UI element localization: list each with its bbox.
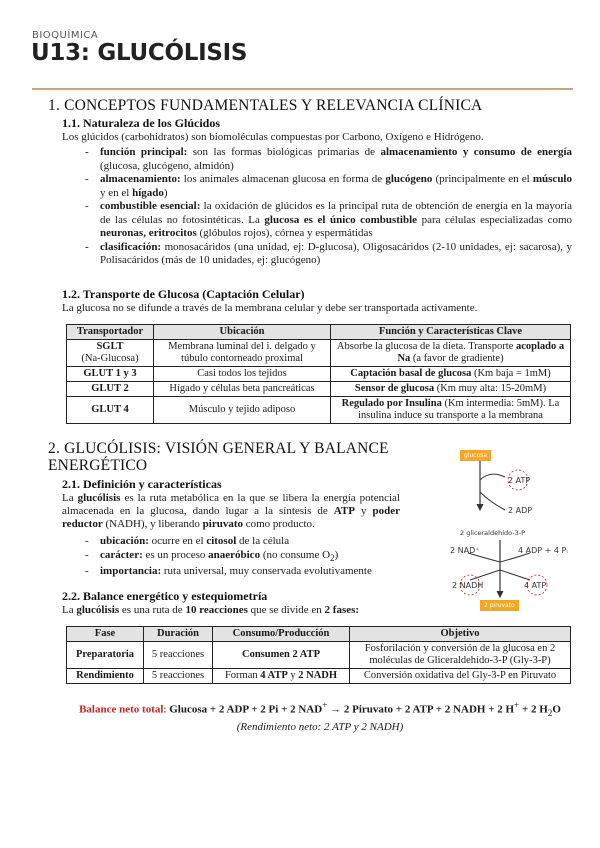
glucolisis-list: [82, 535, 412, 579]
table-row: [67, 669, 571, 684]
table-row: [67, 382, 571, 397]
table-cell: 5 reacciones: [144, 669, 213, 684]
table-header: Función y Características Clave: [331, 325, 571, 340]
page-title: U13: GLUCÓLISIS: [31, 40, 248, 66]
table-cell: Rendimiento: [67, 669, 144, 684]
table-header: Fase: [67, 627, 144, 642]
table-cell: 5 reacciones: [144, 642, 213, 669]
phase-table: [66, 626, 571, 684]
table-cell: Regulado por Insulina (Km intermedia: 5mM). La insulina induce su transporte a la membrana: [331, 397, 571, 424]
atp-out-label: 4 ATP: [524, 581, 547, 590]
transport-table: [66, 324, 571, 424]
section-2-2-title: 2.2. Balance energético y estequiometría: [62, 589, 268, 603]
table-row: [67, 340, 571, 367]
list-item: - almacenamiento: los animales almacenan glucosa en forma de glucógeno (principalmente en el músculo y en el hígado): [82, 173, 572, 200]
list-item: - carácter: es un proceso anaeróbico (no consume $O_2$): [82, 549, 412, 566]
balance-label: Balance neto total: [79, 703, 164, 716]
glucidos-list: [82, 146, 572, 268]
table-row: [67, 367, 571, 382]
table-cell: SGLT (Na-Glucosa): [67, 340, 154, 367]
table-header-row: [67, 627, 571, 642]
table-header: Duración: [144, 627, 213, 642]
table-cell: GLUT 2: [67, 382, 154, 397]
pyruvate-box: 2 piruvato: [480, 600, 519, 611]
table-cell: Fosforilación y conversión de la glucosa en 2 moléculas de Gliceraldehído-3-P (Gly-3-P): [350, 642, 571, 669]
glucose-box: glucosa: [460, 450, 491, 461]
glycolysis-diagram: [430, 440, 575, 620]
table-row: [67, 397, 571, 424]
list-item: - combustible esencial: la oxidación de glúcidos es la principal ruta de obtención de energía en la mayoría de las células no fotosintéticas. La glucosa es el único combustible para células especializadas como neuronas, eritrocitos (glóbulos rojos), córnea y espermátidas: [82, 200, 572, 241]
table-cell: Conversión oxidativa del Gly-3-P en Piruvato: [350, 669, 571, 684]
section-1-2-title: 1.2. Transporte de Glucosa (Captación Celular): [62, 287, 305, 301]
table-cell: Forman 4 ATP y 2 NADH: [213, 669, 350, 684]
table-cell: Casi todos los tejidos: [154, 367, 331, 382]
g3p-label: 2 gliceraldehído-3-P: [460, 529, 525, 537]
section-2-title: 2. GLUCÓLISIS: VISIÓN GENERAL Y BALANCE ENERGÉTICO: [48, 440, 389, 474]
section-1-2-intro: La glucosa no se difunde a través de la membrana celular y debe ser transportada activamente.: [62, 302, 478, 314]
adp-out-label: 2 ADP: [508, 506, 533, 515]
section-1-1-title: 1.1. Naturaleza de los Glúcidos: [62, 116, 220, 130]
title-divider: [32, 88, 573, 90]
table-cell: GLUT 1 y 3: [67, 367, 154, 382]
nadh-label: 2 NADH: [452, 581, 484, 590]
net-balance: Balance neto total: Glucosa + 2 ADP + 2 Pi + 2 NAD+ → 2 Piruvato + 2 ATP + 2 NADH + 2 H+ + 2 $H_2O$ (Rendimiento neto: 2 ATP y 2 NADH): [79, 700, 561, 733]
section-1-1-intro: Los glúcidos (carbohidratos) son biomoléculas compuestas por Carbono, Oxígeno e Hidrógeno.: [62, 131, 484, 143]
list-item: - función principal: son las formas biológicas primarias de almacenamiento y consumo de energía (glucosa, glucógeno, almidón): [82, 146, 572, 173]
table-header: Consumo/Producción: [213, 627, 350, 642]
table-cell: Sensor de glucosa (Km muy alta: 15-20mM): [331, 382, 571, 397]
table-cell: GLUT 4: [67, 397, 154, 424]
table-cell: Músculo y tejido adiposo: [154, 397, 331, 424]
table-cell: Absorbe la glucosa de la dieta. Transporte acoplado a Na (a favor de gradiente): [331, 340, 571, 367]
table-header: Transportador: [67, 325, 154, 340]
section-2-1-title: 2.1. Definición y características: [62, 477, 222, 491]
table-cell: Preparatoria: [67, 642, 144, 669]
table-cell: Captación basal de glucosa (Km baja = 1mM): [331, 367, 571, 382]
section-2-2-text: La glucólisis es una ruta de 10 reacciones que se divide en 2 fases:: [62, 604, 360, 616]
table-cell: Membrana luminal del i. delgado y túbulo contorneado proximal: [154, 340, 331, 367]
atp-in-label: 2 ATP: [508, 476, 531, 485]
table-header: Objetivo: [350, 627, 571, 642]
adp-pi-label: 4 ADP + 4 Pᵢ: [518, 546, 568, 555]
table-header: Ubicación: [154, 325, 331, 340]
subject-label: BIOQUÍMICA: [32, 30, 99, 41]
table-cell: Consumen 2 ATP: [213, 642, 350, 669]
section-2-1-text: La glucólisis es la ruta metabólica en la que se libera la energía potencial almacenada en la glucosa, dando lugar a la síntesis de ATP y poder reductor (NADH), y liberando piruvato como producto.: [62, 492, 400, 530]
section-1-title: 1. CONCEPTOS FUNDAMENTALES Y RELEVANCIA CLÍNICA: [48, 97, 483, 114]
balance-note: (Rendimiento neto: 2 ATP y 2 NADH): [236, 720, 404, 733]
list-item: - clasificación: monosacáridos (una unidad, ej: D-glucosa), Oligosacáridos (2-10 unidades, ej: sacarosa), y Polisacáridos (más de 10 unidades, ej: glucógeno): [82, 241, 572, 268]
table-header-row: [67, 325, 571, 340]
list-item: - ubicación: ocurre en el citosol de la célula: [82, 535, 412, 549]
list-item: - importancia: ruta universal, muy conservada evolutivamente: [82, 565, 412, 579]
table-row: [67, 642, 571, 669]
nad-label: 2 NAD⁺: [450, 546, 480, 555]
table-cell: Hígado y células beta pancreáticas: [154, 382, 331, 397]
